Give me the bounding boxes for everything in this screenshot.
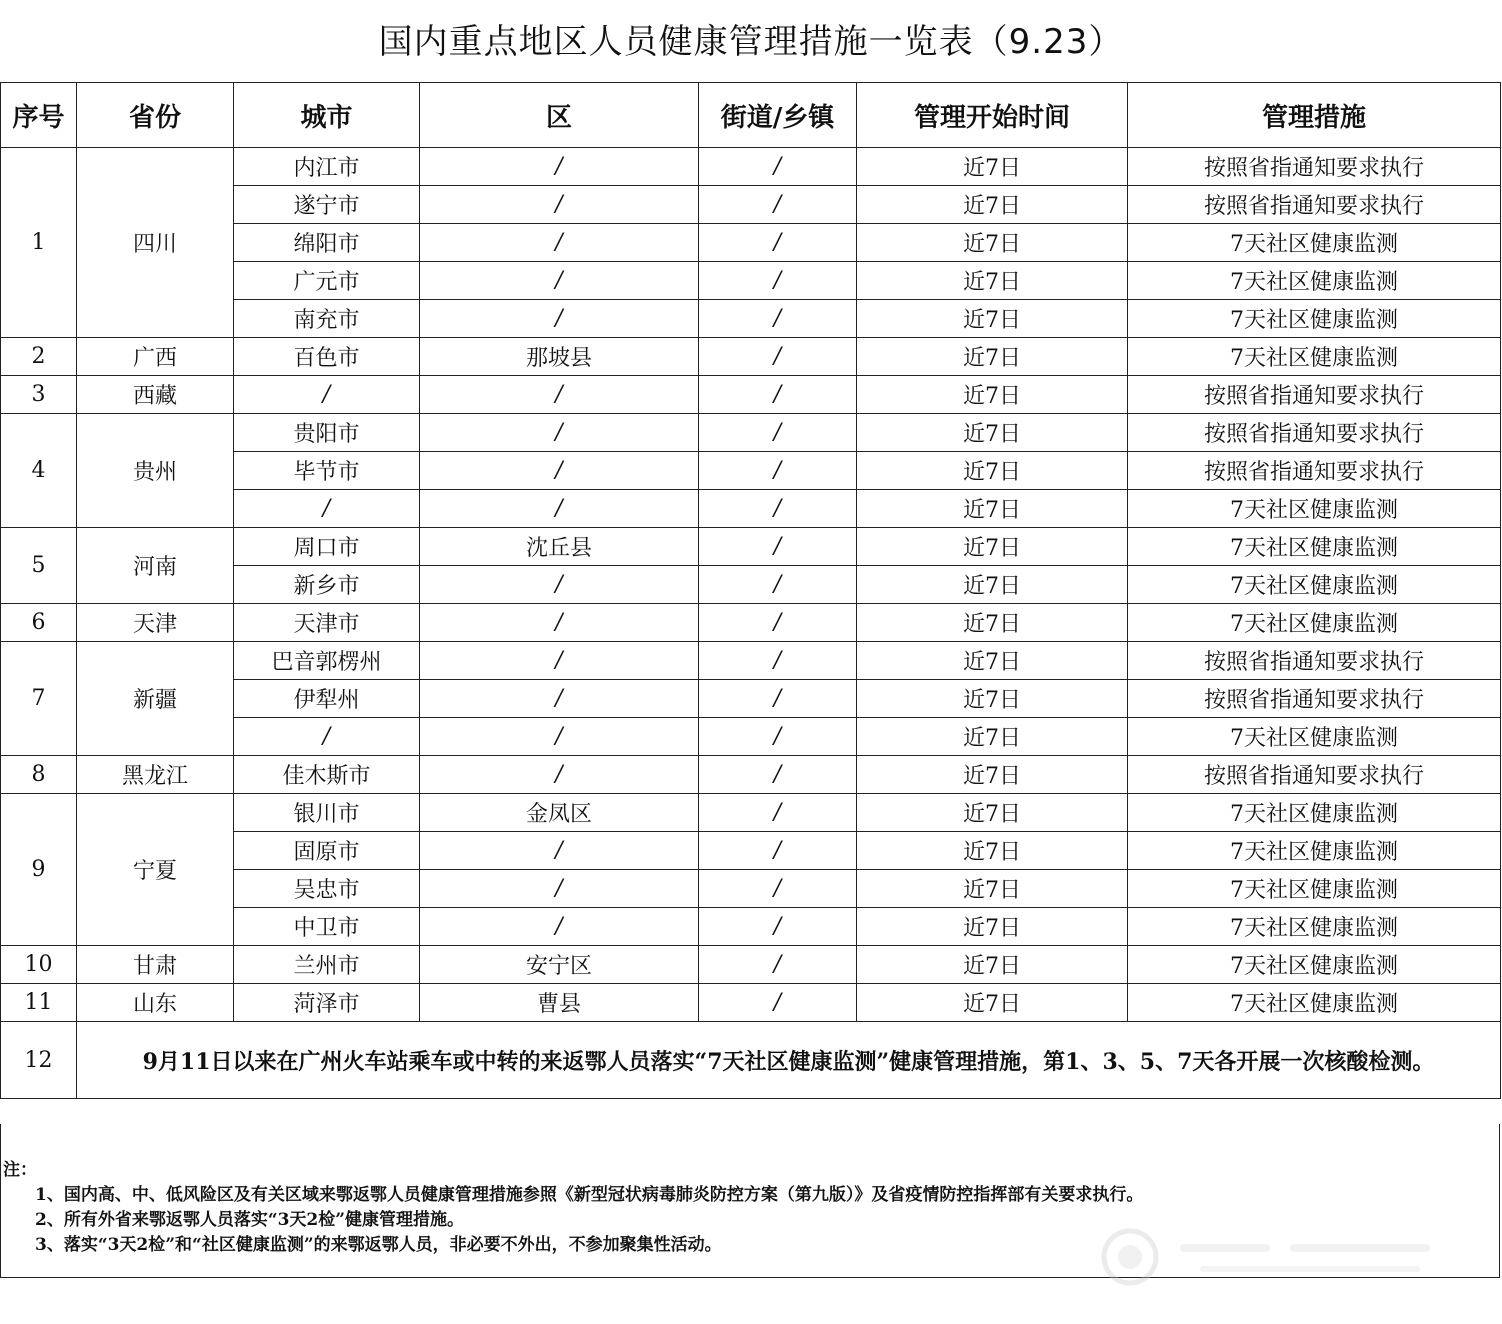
table-row — [1, 756, 1501, 794]
city-cell: 新乡市 — [234, 566, 420, 604]
district-cell: / — [420, 566, 699, 604]
street-cell: / — [699, 224, 857, 262]
seq-cell: 2 — [1, 338, 77, 376]
header-province: 省份 — [77, 83, 234, 148]
measure-cell: 按照省指通知要求执行 — [1128, 452, 1501, 490]
street-cell: / — [699, 452, 857, 490]
district-cell: / — [420, 376, 699, 414]
seq-cell: 11 — [1, 984, 77, 1022]
street-cell: / — [699, 794, 857, 832]
measure-cell: 按照省指通知要求执行 — [1128, 680, 1501, 718]
seq-cell: 12 — [1, 1022, 77, 1099]
city-cell: 巴音郭楞州 — [234, 642, 420, 680]
district-cell: / — [420, 680, 699, 718]
start-time-cell: 近7日 — [857, 452, 1128, 490]
measure-cell: 按照省指通知要求执行 — [1128, 376, 1501, 414]
seq-cell: 4 — [1, 414, 77, 528]
province-cell: 西藏 — [77, 376, 234, 414]
street-cell: / — [699, 870, 857, 908]
district-cell: / — [420, 718, 699, 756]
notes-heading: 注： — [3, 1160, 37, 1180]
note-line: 1、国内高、中、低风险区及有关区域来鄂返鄂人员健康管理措施参照《新型冠状病毒肺炎防控方案（第九版）》及省疫情防控指挥部有关要求执行。 — [35, 1185, 1144, 1205]
street-cell: / — [699, 566, 857, 604]
city-cell: / — [234, 376, 420, 414]
district-cell: 沈丘县 — [420, 528, 699, 566]
start-time-cell: 近7日 — [857, 490, 1128, 528]
table-row — [1, 338, 1501, 376]
province-cell: 新疆 — [77, 642, 234, 756]
measure-cell: 7天社区健康监测 — [1128, 718, 1501, 756]
city-cell: 吴忠市 — [234, 870, 420, 908]
street-cell: / — [699, 186, 857, 224]
measure-cell: 7天社区健康监测 — [1128, 262, 1501, 300]
street-cell: / — [699, 984, 857, 1022]
district-cell: 金凤区 — [420, 794, 699, 832]
table-row — [1, 946, 1501, 984]
street-cell: / — [699, 376, 857, 414]
city-cell: 固原市 — [234, 832, 420, 870]
table-row — [1, 528, 1501, 566]
city-cell: 毕节市 — [234, 452, 420, 490]
measure-cell: 7天社区健康监测 — [1128, 984, 1501, 1022]
start-time-cell: 近7日 — [857, 604, 1128, 642]
district-cell: / — [420, 300, 699, 338]
district-cell: / — [420, 642, 699, 680]
start-time-cell: 近7日 — [857, 338, 1128, 376]
province-cell: 甘肃 — [77, 946, 234, 984]
note-line: 2、所有外省来鄂返鄂人员落实“3天2检”健康管理措施。 — [35, 1210, 465, 1230]
row12-text-cell: 9月11日以来在广州火车站乘车或中转的来返鄂人员落实“7天社区健康监测”健康管理措施，第1、3、5、7天各开展一次核酸检测。 — [77, 1022, 1501, 1099]
district-cell: / — [420, 832, 699, 870]
province-cell: 广西 — [77, 338, 234, 376]
city-cell: / — [234, 490, 420, 528]
street-cell: / — [699, 148, 857, 186]
city-cell: 菏泽市 — [234, 984, 420, 1022]
watermark-logo-icon — [1090, 1222, 1470, 1292]
seq-cell: 1 — [1, 148, 77, 338]
city-cell: 伊犁州 — [234, 680, 420, 718]
district-cell: / — [420, 414, 699, 452]
start-time-cell: 近7日 — [857, 300, 1128, 338]
seq-cell: 7 — [1, 642, 77, 756]
table-body — [1, 148, 1501, 1099]
province-cell: 山东 — [77, 984, 234, 1022]
measure-cell: 按照省指通知要求执行 — [1128, 756, 1501, 794]
start-time-cell: 近7日 — [857, 832, 1128, 870]
district-cell: 安宁区 — [420, 946, 699, 984]
header-district: 区 — [420, 83, 699, 148]
start-time-cell: 近7日 — [857, 642, 1128, 680]
street-cell: / — [699, 832, 857, 870]
street-cell: / — [699, 414, 857, 452]
province-cell: 四川 — [77, 148, 234, 338]
start-time-cell: 近7日 — [857, 984, 1128, 1022]
note-line: 3、落实“3天2检”和“社区健康监测”的来鄂返鄂人员，非必要不外出，不参加聚集性活动。 — [35, 1235, 722, 1255]
street-cell: / — [699, 300, 857, 338]
city-cell: 遂宁市 — [234, 186, 420, 224]
table-row — [1, 414, 1501, 452]
city-cell: / — [234, 718, 420, 756]
city-cell: 周口市 — [234, 528, 420, 566]
street-cell: / — [699, 490, 857, 528]
city-cell: 银川市 — [234, 794, 420, 832]
header-measure: 管理措施 — [1128, 83, 1501, 148]
measure-cell: 7天社区健康监测 — [1128, 490, 1501, 528]
city-cell: 天津市 — [234, 604, 420, 642]
district-cell: / — [420, 908, 699, 946]
start-time-cell: 近7日 — [857, 908, 1128, 946]
city-cell: 兰州市 — [234, 946, 420, 984]
start-time-cell: 近7日 — [857, 224, 1128, 262]
start-time-cell: 近7日 — [857, 946, 1128, 984]
measure-cell: 按照省指通知要求执行 — [1128, 186, 1501, 224]
measure-cell: 7天社区健康监测 — [1128, 224, 1501, 262]
city-cell: 绵阳市 — [234, 224, 420, 262]
table-row — [1, 148, 1501, 186]
table-row — [1, 984, 1501, 1022]
page-title: 国内重点地区人员健康管理措施一览表（9.23） — [378, 22, 1124, 62]
district-cell: / — [420, 452, 699, 490]
measure-cell: 7天社区健康监测 — [1128, 870, 1501, 908]
start-time-cell: 近7日 — [857, 376, 1128, 414]
district-cell: / — [420, 262, 699, 300]
district-cell: / — [420, 490, 699, 528]
start-time-cell: 近7日 — [857, 680, 1128, 718]
measure-cell: 7天社区健康监测 — [1128, 528, 1501, 566]
seq-cell: 9 — [1, 794, 77, 946]
street-cell: / — [699, 528, 857, 566]
district-cell: / — [420, 148, 699, 186]
city-cell: 百色市 — [234, 338, 420, 376]
start-time-cell: 近7日 — [857, 756, 1128, 794]
street-cell: / — [699, 604, 857, 642]
table-row — [1, 1022, 1501, 1099]
seq-cell: 6 — [1, 604, 77, 642]
measure-cell: 7天社区健康监测 — [1128, 300, 1501, 338]
start-time-cell: 近7日 — [857, 528, 1128, 566]
start-time-cell: 近7日 — [857, 718, 1128, 756]
street-cell: / — [699, 756, 857, 794]
table-row — [1, 794, 1501, 832]
city-cell: 广元市 — [234, 262, 420, 300]
measure-cell: 7天社区健康监测 — [1128, 946, 1501, 984]
header-start-time: 管理开始时间 — [857, 83, 1128, 148]
district-cell: / — [420, 186, 699, 224]
seq-cell: 3 — [1, 376, 77, 414]
measure-cell: 7天社区健康监测 — [1128, 566, 1501, 604]
measure-cell: 7天社区健康监测 — [1128, 794, 1501, 832]
district-cell: / — [420, 604, 699, 642]
health-measures-table — [0, 82, 1501, 1099]
district-cell: / — [420, 756, 699, 794]
street-cell: / — [699, 718, 857, 756]
seq-cell: 10 — [1, 946, 77, 984]
start-time-cell: 近7日 — [857, 794, 1128, 832]
province-cell: 黑龙江 — [77, 756, 234, 794]
district-cell: / — [420, 870, 699, 908]
province-cell: 天津 — [77, 604, 234, 642]
street-cell: / — [699, 908, 857, 946]
city-cell: 内江市 — [234, 148, 420, 186]
start-time-cell: 近7日 — [857, 870, 1128, 908]
start-time-cell: 近7日 — [857, 566, 1128, 604]
header-seq: 序号 — [1, 83, 77, 148]
start-time-cell: 近7日 — [857, 186, 1128, 224]
street-cell: / — [699, 680, 857, 718]
seq-cell: 5 — [1, 528, 77, 604]
district-cell: / — [420, 224, 699, 262]
measure-cell: 按照省指通知要求执行 — [1128, 642, 1501, 680]
measure-cell: 按照省指通知要求执行 — [1128, 414, 1501, 452]
measure-cell: 7天社区健康监测 — [1128, 832, 1501, 870]
province-cell: 河南 — [77, 528, 234, 604]
table-header-row — [1, 83, 1501, 148]
street-cell: / — [699, 338, 857, 376]
measure-cell: 按照省指通知要求执行 — [1128, 148, 1501, 186]
start-time-cell: 近7日 — [857, 262, 1128, 300]
header-city: 城市 — [234, 83, 420, 148]
start-time-cell: 近7日 — [857, 414, 1128, 452]
province-cell: 宁夏 — [77, 794, 234, 946]
measure-cell: 7天社区健康监测 — [1128, 908, 1501, 946]
measure-cell: 7天社区健康监测 — [1128, 338, 1501, 376]
city-cell: 佳木斯市 — [234, 756, 420, 794]
district-cell: 曹县 — [420, 984, 699, 1022]
table-row — [1, 604, 1501, 642]
measure-cell: 7天社区健康监测 — [1128, 604, 1501, 642]
province-cell: 贵州 — [77, 414, 234, 528]
start-time-cell: 近7日 — [857, 148, 1128, 186]
table-row — [1, 642, 1501, 680]
seq-cell: 8 — [1, 756, 77, 794]
district-cell: 那坡县 — [420, 338, 699, 376]
street-cell: / — [699, 946, 857, 984]
header-street: 街道/乡镇 — [699, 83, 857, 148]
city-cell: 贵阳市 — [234, 414, 420, 452]
city-cell: 南充市 — [234, 300, 420, 338]
street-cell: / — [699, 262, 857, 300]
table-row — [1, 376, 1501, 414]
street-cell: / — [699, 642, 857, 680]
city-cell: 中卫市 — [234, 908, 420, 946]
